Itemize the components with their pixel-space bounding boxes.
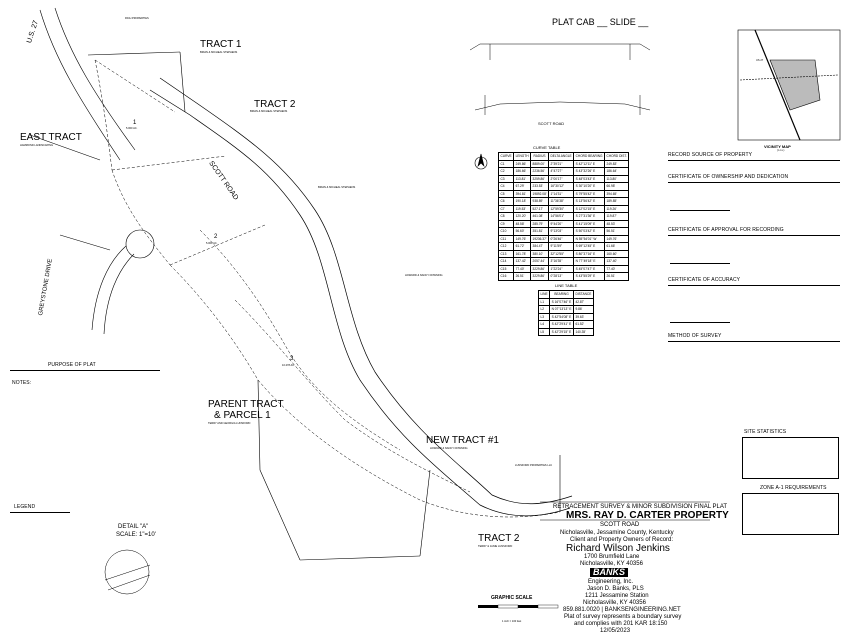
table-cell: 77.40' <box>514 265 531 273</box>
lot2-number: 2 <box>214 234 218 240</box>
owner-tract2: BRIAN & MICHEAL STEPHENS <box>250 110 288 113</box>
curve-row <box>499 213 629 221</box>
owner-howard: HOWARD & NANCY DOWNING <box>405 274 443 277</box>
legend-title: LEGEND <box>14 504 36 510</box>
boundary-statement-2: and complies with 201 KAR 18:150 <box>574 621 668 627</box>
lot1-area: 5.000 AC. <box>126 127 138 130</box>
site-statistics-title: SITE STATISTICS <box>744 429 787 435</box>
table-cell: N 07°13'13" E <box>551 307 572 312</box>
curve-row <box>499 190 629 198</box>
curve-row <box>499 198 629 206</box>
table-cell: C8 <box>499 213 514 221</box>
line-row <box>539 306 594 314</box>
curve-row <box>499 235 629 243</box>
line-table-title: LINE TABLE <box>555 283 578 288</box>
table-cell: 39.63' <box>573 313 593 321</box>
scott-road <box>150 78 572 516</box>
tract2-south-label: TRACT 2 <box>478 533 520 544</box>
road-section-label: SCOTT ROAD <box>538 121 565 126</box>
table-cell: S 50°03'42" E <box>574 228 605 236</box>
table-cell: 12°59'30" <box>548 205 573 213</box>
lot3-number: 3 <box>290 356 294 362</box>
vicinity-map-label: VICINITY MAP <box>764 144 791 149</box>
table-cell: S 43°32'26" E <box>574 168 605 176</box>
table-cell: 19892.08' <box>532 191 547 196</box>
firm-address-2: Nicholasville, KY 40356 <box>583 600 646 606</box>
table-cell: 26.51' <box>605 273 629 281</box>
table-cell: 0°26'46" <box>548 235 573 243</box>
curve-row <box>499 175 629 183</box>
table-cell: L1 <box>539 298 550 306</box>
curve-row <box>499 183 629 191</box>
tract-lines <box>30 52 560 560</box>
table-cell: 48.53' <box>605 220 629 228</box>
table-cell: 3229.86' <box>531 273 549 281</box>
firm-logo: BANKS <box>590 568 628 577</box>
table-cell: S 80°37'16" E <box>574 250 605 258</box>
column-header: DELTA ANGLE <box>550 154 572 159</box>
table-cell: 3°16'35" <box>548 258 573 266</box>
table-cell: S 27°31'36" E <box>574 213 605 221</box>
curve-row <box>499 258 629 266</box>
table-cell: 66.98' <box>605 183 629 191</box>
zone-requirements-title: ZONE A-1 REQUIREMENTS <box>760 485 827 491</box>
east-tract-label: EAST TRACT <box>20 132 82 143</box>
table-cell: 186.64' <box>605 168 629 176</box>
table-cell: 190.18' <box>514 198 531 206</box>
client-label: Client and Property Owners of Record: <box>570 537 674 543</box>
table-cell: 119.53' <box>514 205 531 213</box>
curve-row <box>499 220 629 228</box>
column-header: CURVE <box>500 154 512 159</box>
firm-address-1: 1211 Jessamine Station <box>585 593 649 599</box>
table-cell: S 42°29'15" E <box>550 328 574 336</box>
table-cell: S 43°55'29" E <box>574 273 605 281</box>
table-cell: 394.65' <box>605 190 629 198</box>
table-cell: C1 <box>499 160 514 168</box>
curve-row <box>499 265 629 273</box>
table-cell: 9°13'03" <box>548 228 573 236</box>
table-cell: S 69°12'45" E <box>574 243 605 251</box>
greystone-drive-label: GREYSTONE DRIVE <box>38 258 54 317</box>
owner-rich-properties: RICH PROPERTIES <box>125 17 149 20</box>
table-cell: C15 <box>499 265 514 273</box>
firm-name: Engineering, Inc. <box>588 579 634 585</box>
table-cell: S 42°12'11" E <box>574 160 605 168</box>
table-cell: 527.17' <box>531 205 549 213</box>
table-cell: 161.78' <box>514 250 531 258</box>
owner-east-tract: HAMMOND LANDSCAPING <box>20 144 54 147</box>
table-cell: L2 <box>539 306 550 314</box>
table-cell: 4°47'27" <box>548 168 573 176</box>
record-source-text <box>668 163 840 173</box>
table-cell: C12 <box>499 243 514 251</box>
table-cell: 189.85' <box>605 198 629 206</box>
table-cell: L5 <box>539 328 550 336</box>
table-cell: C5 <box>499 190 514 198</box>
table-cell: 32°12'55" <box>548 250 573 258</box>
table-cell: C14 <box>499 258 514 266</box>
table-cell: C2 <box>499 168 514 176</box>
table-cell: C9 <box>499 220 514 228</box>
curve-row <box>499 243 629 251</box>
table-cell: S 41°15'09" E <box>574 220 605 228</box>
table-cell: 11°36'38" <box>548 198 573 206</box>
table-cell: 2°00'17" <box>548 175 573 183</box>
table-cell: C6 <box>499 198 514 206</box>
column-header: CHORD BEARING <box>575 154 603 159</box>
greystone-drive <box>92 230 154 334</box>
column-header: LENGTH <box>515 154 529 159</box>
line-row <box>539 321 594 329</box>
table-cell: N 55°54'01" W <box>574 235 605 243</box>
owner-parent: TERRY AND GEORGIA LUNSFORD <box>208 422 251 425</box>
client-name: Richard Wilson Jenkins <box>566 543 670 554</box>
table-cell: 2236.56' <box>531 168 549 176</box>
table-cell: 9°44'20" <box>548 220 573 228</box>
table-cell: 137.42' <box>514 258 531 266</box>
table-cell: 233.53' <box>531 183 549 191</box>
table-cell: 61.72' <box>514 243 531 251</box>
graphic-scale-note: 1 inch = 100 feet <box>502 620 522 623</box>
tract1-label: TRACT 1 <box>200 39 242 50</box>
table-cell: 149.76' <box>605 235 629 243</box>
table-cell: 120.20' <box>514 213 531 221</box>
line-row <box>539 298 594 306</box>
line-table <box>538 290 594 336</box>
scott-road-label: SCOTT ROAD <box>207 160 240 202</box>
property-road: SCOTT ROAD <box>600 522 640 528</box>
column-header: LINE <box>540 292 548 297</box>
table-cell: C3 <box>499 175 514 183</box>
table-cell: 186.66' <box>514 168 531 176</box>
purpose-title: PURPOSE OF PLAT <box>48 362 96 368</box>
curve-row <box>499 205 629 213</box>
table-cell: 119.87' <box>605 213 629 221</box>
table-cell: 938.89' <box>531 198 549 206</box>
table-cell: 113.81' <box>514 175 531 183</box>
table-cell: 1°22'24" <box>548 265 573 273</box>
table-cell: 351.81' <box>531 228 549 236</box>
graphic-scale-title: GRAPHIC SCALE <box>491 595 533 601</box>
table-cell: 56.51' <box>605 228 629 236</box>
table-cell: 119.26' <box>605 205 629 213</box>
table-cell: C13 <box>499 250 514 258</box>
table-cell: 2057.44' <box>531 258 549 266</box>
table-cell: 3259.86' <box>531 175 549 183</box>
table-cell: 9°11'59" <box>548 243 573 251</box>
curve-table <box>498 152 629 281</box>
table-cell: 380.10' <box>531 250 549 258</box>
curve-row <box>499 168 629 176</box>
table-cell: C16 <box>499 273 514 281</box>
detail-a-title: DETAIL "A" <box>118 524 149 530</box>
detail-a-scale: SCALE: 1"=10' <box>116 532 156 538</box>
lot2-area: 5.000 AC. <box>206 242 218 245</box>
table-cell: S 45°07'47" E <box>574 265 605 273</box>
owner-mid: BRIAN & MICHEAL STEPHENS <box>318 186 356 189</box>
table-cell: 1°14'31" <box>548 190 573 198</box>
table-cell: 394.81' <box>514 190 531 198</box>
table-cell: 140.35' <box>573 328 593 336</box>
parcel1-label: & PARCEL 1 <box>214 410 271 421</box>
plat-date: 12/05/2023 <box>600 628 631 634</box>
table-cell: 384.47' <box>531 243 549 251</box>
table-cell: 61.52' <box>573 321 593 329</box>
owner-lunsford-props: LUNSFORD PROPERTIES LLC <box>515 464 553 467</box>
table-cell: C11 <box>499 235 514 243</box>
table-cell: S 79°55'42" E <box>574 190 605 198</box>
property-title: MRS. RAY D. CARTER PROPERTY <box>566 510 729 521</box>
record-source-title: RECORD SOURCE OF PROPERTY <box>668 152 753 158</box>
table-cell: C7 <box>499 205 514 213</box>
table-cell: 26.51' <box>514 273 531 281</box>
line-row <box>539 313 594 321</box>
plat-cab-label: PLAT CAB __ SLIDE __ <box>552 17 649 27</box>
table-cell: 137.40' <box>605 258 629 266</box>
lot1-number: 1 <box>133 120 137 126</box>
table-cell: L4 <box>539 321 550 329</box>
firm-contact: 859.881.0020 | BANKSENGINEERING.NET <box>563 607 681 613</box>
table-cell: 0°28'13" <box>548 273 573 281</box>
table-cell: 8889.00' <box>531 160 549 168</box>
table-cell: L3 <box>539 313 550 321</box>
table-cell: S 16°07'46" E <box>550 298 574 306</box>
north-arrow-icon <box>475 154 487 169</box>
vicinity-map <box>738 30 840 140</box>
table-cell: 56.60' <box>514 228 531 236</box>
curve-row <box>499 160 629 168</box>
column-header: RADIUS <box>531 153 549 161</box>
parent-tract-label: PARENT TRACT <box>208 399 284 410</box>
table-cell: 14°56'01" <box>548 213 573 221</box>
table-cell: 3229.86' <box>531 265 549 273</box>
vicinity-road-label: US 27 <box>756 59 764 62</box>
table-cell: N 77°49'18" E <box>574 258 605 266</box>
line-row <box>539 328 594 336</box>
detail-a-box <box>105 550 150 594</box>
us27-label: U.S. 27 <box>26 19 40 45</box>
table-cell: C4 <box>499 183 514 191</box>
column-header: DISTANCE <box>575 292 592 297</box>
ownership-title: CERTIFICATE OF OWNERSHIP AND DEDICATION <box>668 174 789 180</box>
table-cell: S 30°10'20" E <box>574 183 605 191</box>
road-section-detail <box>470 44 650 115</box>
table-cell: 67.29' <box>514 183 531 191</box>
surveyor-name: Jason D. Banks, PLS <box>587 586 644 592</box>
table-cell: S 12°02'15" E <box>574 205 605 213</box>
client-address-1: 1700 Brumfield Lane <box>584 554 640 560</box>
table-cell: 9.86' <box>573 306 593 314</box>
column-header: CHORD DIST. <box>606 154 627 159</box>
table-cell: 2°39'21" <box>548 160 573 168</box>
graphic-scale-bar <box>478 605 558 608</box>
notes-title: NOTES: <box>12 380 32 386</box>
table-cell: 42.87' <box>573 298 593 306</box>
vicinity-scale-label: (n.t.s.) <box>777 149 785 152</box>
table-cell: 160.60' <box>605 250 629 258</box>
table-cell: S 42°54'08" E <box>550 313 574 321</box>
property-location: Nicholasville, Jessamine County, Kentucky <box>560 530 674 536</box>
table-cell: 149.76' <box>514 235 531 243</box>
column-header: BEARING <box>550 291 574 299</box>
table-cell: 285.79' <box>531 220 549 228</box>
curve-row <box>499 228 629 236</box>
table-cell: 48.58' <box>514 220 531 228</box>
curve-table-title: CURVE TABLE <box>533 145 561 150</box>
new-tract1-label: NEW TRACT #1 <box>426 435 499 446</box>
table-cell: 249.83' <box>605 160 629 168</box>
table-cell: 113.80' <box>605 175 629 183</box>
approval-title: CERTIFICATE OF APPROVAL FOR RECORDING <box>668 227 784 233</box>
owner-new-tract: HOWARD & NANCY DOWNING <box>430 447 468 450</box>
tract2-label: TRACT 2 <box>254 99 296 110</box>
method-title: METHOD OF SURVEY <box>668 333 722 339</box>
owner-tract1: BRIAN & MICHEAL STEPHENS <box>200 51 238 54</box>
table-cell: S 48°03'43" E <box>574 175 605 183</box>
table-cell: 77.40' <box>605 265 629 273</box>
table-cell: 61.66' <box>605 243 629 251</box>
table-cell: S 42°29'41" E <box>550 321 574 329</box>
client-address-2: Nicholasville, KY 40356 <box>580 561 643 567</box>
curve-row <box>499 250 629 258</box>
owner-tract2-south: TERRY & JANIE LUNSFORD <box>478 545 513 548</box>
boundary-statement-1: Plat of survey represents a boundary survey <box>564 614 682 620</box>
lot-lines <box>95 60 560 517</box>
survey-type: RETRACEMENT SURVEY & MINOR SUBDIVISION FINAL PLAT <box>553 504 728 510</box>
table-cell: 461.08' <box>531 213 549 221</box>
table-cell: 249.86' <box>514 160 531 168</box>
lot3-area: 10.278 AC. <box>282 364 295 367</box>
accuracy-title: CERTIFICATE OF ACCURACY <box>668 277 741 283</box>
curve-row <box>499 273 629 281</box>
table-cell: S 13°56'42" E <box>574 198 605 206</box>
table-cell: 16°30'12" <box>548 183 573 191</box>
table-cell: 19236.37' <box>532 236 547 241</box>
table-cell: C10 <box>499 228 514 236</box>
